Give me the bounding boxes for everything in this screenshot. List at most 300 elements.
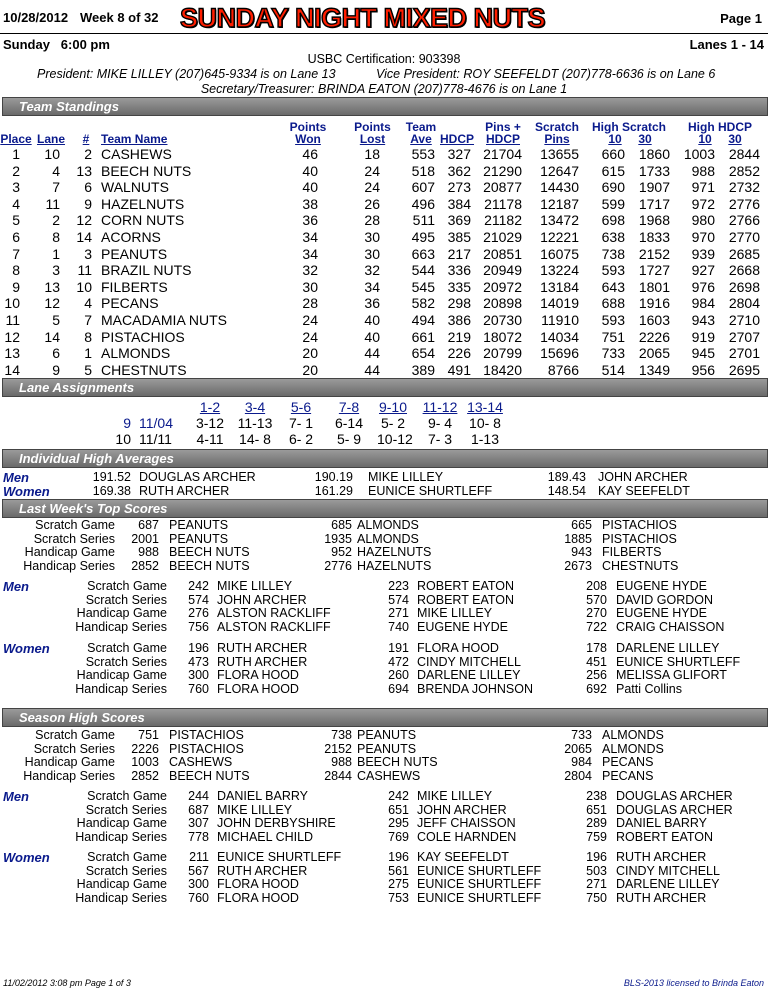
avg-value: 169.38 [92, 484, 131, 498]
lane-assignment: 5- 9 [336, 431, 362, 447]
score-holder: BEECH NUTS [169, 769, 250, 784]
score-holder: FILBERTS [602, 545, 662, 560]
hdr-team-name: Team Name [101, 132, 168, 146]
cell-team-ave: 607 [411, 179, 435, 196]
cell-high-scratch-10: 751 [601, 328, 625, 345]
score-value: 2226 [131, 741, 159, 756]
score-category: Scratch Series [33, 741, 115, 756]
cell-pins-hdcp: 20799 [483, 345, 522, 362]
score-holder: CHESTNUTS [602, 559, 679, 574]
lane-pair-header: 9-10 [378, 399, 408, 415]
score-value: 238 [586, 789, 607, 803]
cell-points-won: 24 [302, 328, 318, 345]
hdr-number: # [82, 132, 90, 146]
lane-assignment: 4-11 [196, 431, 224, 447]
score-value: 208 [586, 579, 607, 593]
score-category: Handicap Series [75, 620, 167, 635]
standings-row [0, 329, 768, 345]
score-holder: EUGENE HYDE [616, 579, 707, 593]
hdr-hs-30: 30 [638, 132, 652, 146]
score-holder: COLE HARNDEN [417, 830, 517, 845]
hdr-points-lost: Points [354, 120, 391, 134]
score-holder: ALMONDS [602, 741, 664, 756]
score-value: 738 [331, 728, 352, 742]
cell-pins-hdcp: 21178 [484, 195, 522, 212]
score-value: 2001 [131, 531, 159, 546]
score-value: 756 [188, 620, 209, 635]
cell-pins-hdcp: 20877 [483, 179, 522, 196]
score-value: 196 [388, 850, 409, 864]
score-holder: MIKE LILLEY [417, 789, 493, 803]
cell-high-hdcp-10: 943 [691, 312, 715, 328]
score-value: 2065 [564, 741, 592, 756]
standings-row [0, 163, 768, 179]
hdr-scratch: Scratch [534, 120, 580, 134]
cell-points-won: 20 [302, 345, 318, 362]
score-holder: ALMONDS [602, 728, 664, 742]
cell-team-name: MACADAMIA NUTS [101, 312, 228, 328]
avg-bowler: KAY SEEFELDT [598, 484, 690, 498]
cell-lane: 11 [45, 195, 60, 212]
score-holder: CRAIG CHAISSON [616, 620, 725, 635]
lane-week-number: 9 [123, 415, 131, 431]
cell-scratch-pins: 14019 [540, 295, 579, 312]
cell-high-hdcp-30: 2701 [728, 345, 760, 362]
cell-team-name: PECANS [101, 295, 159, 312]
hdr-place: Place [0, 132, 32, 146]
cell-team-ave: 511 [412, 212, 435, 229]
avg-bowler: MIKE LILLEY [368, 470, 444, 484]
cell-lane: 8 [52, 229, 60, 245]
cell-points-lost: 32 [364, 262, 380, 279]
score-value: 1935 [324, 531, 352, 546]
cell-team-hdcp: 298 [447, 295, 471, 312]
cell-team-name: CASHEWS [101, 146, 172, 162]
score-value: 692 [586, 682, 607, 697]
standings-row [0, 196, 768, 212]
score-value: 740 [388, 620, 409, 635]
cell-team-ave: 545 [411, 278, 435, 295]
score-holder: FLORA HOOD [217, 682, 299, 697]
avg-value: 148.54 [547, 484, 586, 498]
cell-scratch-pins: 13224 [540, 262, 579, 279]
cell-team-name: ALMONDS [101, 345, 171, 362]
cell-high-scratch-10: 738 [601, 245, 625, 262]
hdr-pins: Pins + [485, 120, 521, 134]
hdr-hh-10: 10 [698, 132, 712, 146]
lane-assignment: 10-12 [377, 431, 413, 447]
score-category: Handicap Series [75, 830, 167, 845]
score-holder: EUGENE HYDE [417, 620, 508, 635]
score-holder: DANIEL BARRY [616, 816, 708, 831]
cell-high-hdcp-10: 980 [691, 212, 715, 229]
score-value: 769 [388, 830, 409, 845]
score-holder: EUNICE SHURTLEFF [417, 891, 542, 906]
cell-team-ave: 518 [411, 162, 435, 179]
lane-pair-header: 1-2 [199, 399, 221, 415]
score-value: 988 [138, 545, 159, 560]
cell-high-hdcp-30: 2804 [728, 295, 760, 312]
cell-scratch-pins: 8766 [547, 361, 579, 378]
cell-points-lost: 40 [364, 312, 380, 328]
lane-pair-header: 7-8 [338, 399, 360, 415]
score-holder: FLORA HOOD [417, 641, 499, 655]
cell-team-name: CHESTNUTS [101, 361, 187, 378]
cell-high-scratch-30: 1349 [638, 361, 670, 378]
cell-place: 9 [12, 278, 20, 295]
cell-team-ave: 553 [411, 146, 435, 162]
score-value: 574 [388, 592, 409, 607]
cell-points-lost: 36 [364, 295, 380, 312]
cell-place: 1 [12, 146, 20, 162]
standings-row [0, 179, 768, 195]
cell-lane: 9 [52, 361, 60, 378]
score-value: 256 [586, 668, 607, 683]
cell-team-number: 2 [84, 146, 92, 162]
cell-high-hdcp-30: 2844 [728, 146, 760, 162]
score-holder: FLORA HOOD [217, 877, 299, 892]
avg-value: 189.43 [547, 470, 586, 484]
score-value: 687 [138, 518, 159, 532]
standings-row [0, 279, 768, 295]
score-holder: CASHEWS [169, 755, 233, 770]
score-value: 223 [388, 579, 409, 593]
lane-assignment: 7- 1 [288, 415, 314, 431]
cell-points-won: 40 [302, 162, 318, 179]
standings-row [0, 212, 768, 228]
lane-assignment: 1-13 [470, 431, 500, 447]
section-lane-assignments [2, 378, 768, 397]
cell-points-won: 30 [302, 278, 318, 295]
cell-points-lost: 26 [364, 195, 380, 212]
standings-row [0, 312, 768, 328]
cell-place: 2 [12, 162, 20, 179]
score-value: 574 [188, 592, 209, 607]
score-holder: ROBERT EATON [417, 579, 515, 593]
cell-scratch-pins: 14034 [540, 328, 579, 345]
score-value: 943 [571, 545, 592, 560]
lane-pair-header: 11-12 [422, 399, 458, 415]
score-value: 952 [331, 545, 352, 560]
cell-team-hdcp: 217 [447, 245, 471, 262]
score-holder: BEECH NUTS [357, 755, 438, 770]
score-group-label-women: Women [3, 850, 50, 865]
cell-points-lost: 40 [364, 328, 380, 345]
score-value: 260 [388, 668, 409, 683]
lane-pair-header: 5-6 [290, 399, 312, 415]
score-value: 2673 [564, 559, 592, 574]
cell-high-scratch-10: 643 [601, 278, 625, 295]
score-value: 651 [388, 802, 409, 817]
lane-assignment: 10- 8 [469, 415, 501, 431]
cell-points-lost: 44 [364, 361, 380, 378]
score-value: 2152 [324, 741, 352, 756]
cell-points-lost: 24 [364, 179, 380, 196]
score-holder: FLORA HOOD [217, 891, 299, 906]
score-holder: DAVID GORDON [616, 592, 713, 607]
cell-team-name: ACORNS [101, 229, 161, 245]
cell-high-hdcp-30: 2685 [728, 245, 760, 262]
score-category: Scratch Game [87, 641, 167, 655]
cell-high-hdcp-30: 2732 [728, 179, 760, 196]
cell-lane: 2 [52, 212, 60, 229]
cell-pins-hdcp: 21704 [483, 146, 522, 162]
score-value: 503 [586, 863, 607, 878]
week-label: Week 8 of 32 [80, 10, 159, 25]
standings-row [0, 345, 768, 361]
avg-value: 191.52 [92, 470, 131, 484]
lane-pair-header: 13-14 [467, 399, 503, 415]
section-individual-averages [2, 449, 768, 468]
cell-team-number: 6 [84, 179, 92, 196]
section-last-week [2, 499, 768, 518]
score-holder: MIKE LILLEY [217, 579, 293, 593]
score-category: Handicap Game [24, 755, 115, 770]
score-category: Handicap Series [75, 682, 167, 697]
score-category: Scratch Game [87, 789, 167, 803]
avg-value: 190.19 [314, 470, 353, 484]
cell-place: 8 [12, 262, 20, 279]
cell-high-hdcp-10: 939 [691, 245, 715, 262]
cell-scratch-pins: 13184 [540, 278, 579, 295]
score-holder: PISTACHIOS [169, 728, 244, 742]
cell-team-number: 9 [84, 195, 92, 212]
hdr-scratch-pins: Pins [544, 132, 570, 146]
score-group-label-men: Men [3, 789, 29, 804]
cell-high-hdcp-10: 945 [691, 345, 715, 362]
score-value: 733 [571, 728, 592, 742]
cell-points-won: 24 [302, 312, 318, 328]
score-holder: JOHN ARCHER [217, 592, 307, 607]
cell-points-won: 34 [302, 245, 318, 262]
cell-place: 5 [12, 212, 20, 229]
score-holder: BRENDA JOHNSON [417, 682, 533, 697]
cell-team-hdcp: 336 [447, 262, 471, 279]
avg-bowler: EUNICE SHURTLEFF [368, 484, 493, 498]
score-value: 300 [188, 668, 209, 683]
score-value: 276 [188, 606, 209, 621]
cell-scratch-pins: 12221 [540, 229, 579, 245]
score-holder: PECANS [602, 769, 654, 784]
cell-scratch-pins: 15696 [540, 345, 579, 362]
cell-high-scratch-10: 698 [601, 212, 625, 229]
hdr-lane: Lane [36, 132, 65, 146]
cell-points-won: 38 [302, 195, 318, 212]
cell-high-hdcp-30: 2852 [728, 162, 760, 179]
score-value: 473 [188, 654, 209, 669]
score-category: Scratch Series [33, 531, 115, 546]
score-value: 2852 [131, 559, 159, 574]
cell-high-scratch-10: 660 [601, 146, 625, 162]
lanes-range: Lanes 1 - 14 [689, 37, 764, 52]
cell-high-hdcp-10: 984 [691, 295, 715, 312]
score-holder: EUNICE SHURTLEFF [616, 654, 741, 669]
cell-scratch-pins: 13472 [540, 212, 579, 229]
score-holder: MICHAEL CHILD [217, 830, 314, 845]
cell-high-hdcp-30: 2776 [728, 195, 760, 212]
cell-team-number: 3 [84, 245, 92, 262]
avg-group-label-men: Men [3, 470, 29, 485]
cell-high-scratch-10: 733 [601, 345, 625, 362]
score-value: 722 [586, 620, 607, 635]
cell-team-number: 5 [84, 361, 92, 378]
cell-high-hdcp-30: 2707 [728, 328, 760, 345]
score-holder: BEECH NUTS [169, 545, 250, 560]
score-holder: BEECH NUTS [169, 559, 250, 574]
score-holder: PISTACHIOS [602, 531, 677, 546]
score-holder: ROBERT EATON [616, 830, 714, 845]
score-value: 1885 [564, 531, 592, 546]
lane-assignment: 6- 2 [288, 431, 314, 447]
cell-team-number: 8 [84, 328, 92, 345]
cell-pins-hdcp: 21290 [483, 162, 522, 179]
cell-team-ave: 661 [411, 328, 435, 345]
score-value: 665 [571, 518, 592, 532]
cell-pins-hdcp: 20898 [483, 295, 522, 312]
score-value: 307 [188, 816, 209, 831]
cell-place: 14 [4, 361, 20, 378]
cell-team-hdcp: 386 [447, 312, 471, 328]
cell-team-hdcp: 491 [447, 361, 471, 378]
score-holder: EUGENE HYDE [616, 606, 707, 621]
lane-assignment: 3-12 [195, 415, 225, 431]
cell-scratch-pins: 12647 [540, 162, 579, 179]
hdr-high-scratch: High Scratch [591, 120, 666, 134]
cell-high-scratch-10: 593 [601, 312, 625, 328]
score-value: 694 [388, 682, 409, 697]
cell-team-ave: 544 [411, 262, 435, 279]
cell-team-name: WALNUTS [101, 179, 169, 196]
score-value: 750 [586, 891, 607, 906]
cell-team-ave: 494 [411, 312, 435, 328]
standings-row [0, 146, 768, 162]
score-value: 2776 [324, 559, 352, 574]
score-holder: RUTH ARCHER [616, 850, 707, 864]
lane-assignment: 11-13 [237, 415, 273, 431]
cell-team-name: PISTACHIOS [101, 328, 185, 345]
cell-points-lost: 28 [364, 212, 380, 229]
lane-assignment: 14- 8 [239, 431, 271, 447]
score-value: 289 [586, 816, 607, 831]
score-holder: PEANUTS [357, 741, 417, 756]
certification: USBC Certification: 903398 [307, 52, 461, 66]
cell-team-name: CORN NUTS [101, 212, 185, 229]
cell-place: 7 [12, 245, 20, 262]
cell-lane: 6 [52, 345, 60, 362]
cell-high-scratch-30: 1733 [638, 162, 670, 179]
score-value: 295 [388, 816, 409, 831]
standings-row [0, 229, 768, 245]
cell-lane: 14 [44, 328, 60, 345]
cell-high-scratch-30: 1603 [638, 312, 670, 328]
lane-assignment: 6-14 [334, 415, 364, 431]
cell-high-scratch-10: 514 [601, 361, 625, 378]
cell-team-ave: 496 [411, 195, 435, 212]
cell-pins-hdcp: 20972 [483, 278, 522, 295]
score-value: 2852 [131, 769, 159, 784]
score-category: Scratch Game [87, 850, 167, 864]
hdr-hs-10: 10 [608, 132, 622, 146]
score-value: 759 [586, 830, 607, 845]
score-category: Handicap Series [23, 769, 115, 784]
score-category: Handicap Series [75, 891, 167, 906]
cell-lane: 1 [52, 245, 60, 262]
cell-team-hdcp: 273 [447, 179, 471, 196]
cell-lane: 4 [52, 162, 60, 179]
score-holder: JOHN ARCHER [417, 802, 507, 817]
standings-row [0, 362, 768, 378]
score-category: Handicap Series [23, 559, 115, 574]
lane-week-date: 11/11 [139, 431, 172, 447]
score-holder: HAZELNUTS [357, 545, 432, 560]
cell-scratch-pins: 16075 [540, 245, 579, 262]
cell-high-scratch-30: 1968 [638, 212, 670, 229]
score-value: 270 [586, 606, 607, 621]
cell-high-hdcp-10: 956 [691, 361, 715, 378]
score-value: 651 [586, 802, 607, 817]
score-value: 751 [138, 728, 159, 742]
score-value: 567 [188, 863, 209, 878]
score-holder: ALMONDS [357, 518, 419, 532]
cell-place: 6 [12, 229, 20, 245]
score-holder: PEANUTS [357, 728, 417, 742]
score-holder: HAZELNUTS [357, 559, 432, 574]
standings-row [0, 262, 768, 278]
cell-high-hdcp-10: 972 [691, 195, 715, 212]
hdr-hh-30: 30 [728, 132, 742, 146]
cell-team-hdcp: 385 [447, 229, 471, 245]
section-title: Lane Assignments [19, 380, 135, 395]
vice-president: Vice President: ROY SEEFELDT (207)778-6636 is on Lane 6 [376, 67, 716, 81]
cell-team-name: FILBERTS [101, 278, 168, 295]
cell-lane: 7 [52, 179, 60, 196]
cell-high-hdcp-10: 1003 [683, 146, 715, 162]
score-category: Scratch Game [87, 579, 167, 593]
score-group-label-women: Women [3, 641, 50, 656]
cell-high-scratch-30: 1860 [638, 146, 670, 162]
score-value: 685 [331, 518, 352, 532]
lane-assignment: 9- 4 [427, 415, 453, 431]
score-category: Handicap Game [76, 606, 167, 621]
cell-scratch-pins: 11910 [541, 312, 579, 328]
hdr-high-hdcp: High HDCP [688, 120, 752, 134]
score-value: 984 [571, 755, 592, 770]
avg-bowler: RUTH ARCHER [139, 484, 230, 498]
report-date: 10/28/2012 [3, 10, 69, 25]
score-holder: ROBERT EATON [417, 592, 515, 607]
cell-team-name: BRAZIL NUTS [101, 262, 192, 279]
score-holder: RUTH ARCHER [217, 863, 308, 878]
score-holder: DARLENE LILLEY [417, 668, 521, 683]
score-value: 988 [331, 755, 352, 770]
score-holder: RUTH ARCHER [616, 891, 707, 906]
cell-points-won: 40 [302, 179, 318, 196]
cell-pins-hdcp: 21029 [483, 229, 522, 245]
schedule: Sunday 6:00 pm [3, 37, 110, 52]
score-holder: PISTACHIOS [602, 518, 677, 532]
score-holder: PECANS [602, 755, 654, 770]
cell-pins-hdcp: 20949 [483, 262, 522, 279]
score-holder: JOHN DERBYSHIRE [217, 816, 336, 831]
cell-team-name: PEANUTS [101, 245, 168, 262]
cell-team-hdcp: 327 [447, 146, 471, 162]
score-value: 178 [586, 641, 607, 655]
cell-high-scratch-10: 599 [601, 195, 625, 212]
score-value: 570 [586, 592, 607, 607]
avg-bowler: JOHN ARCHER [598, 470, 688, 484]
score-category: Handicap Game [76, 877, 167, 892]
cell-points-won: 36 [302, 212, 318, 229]
